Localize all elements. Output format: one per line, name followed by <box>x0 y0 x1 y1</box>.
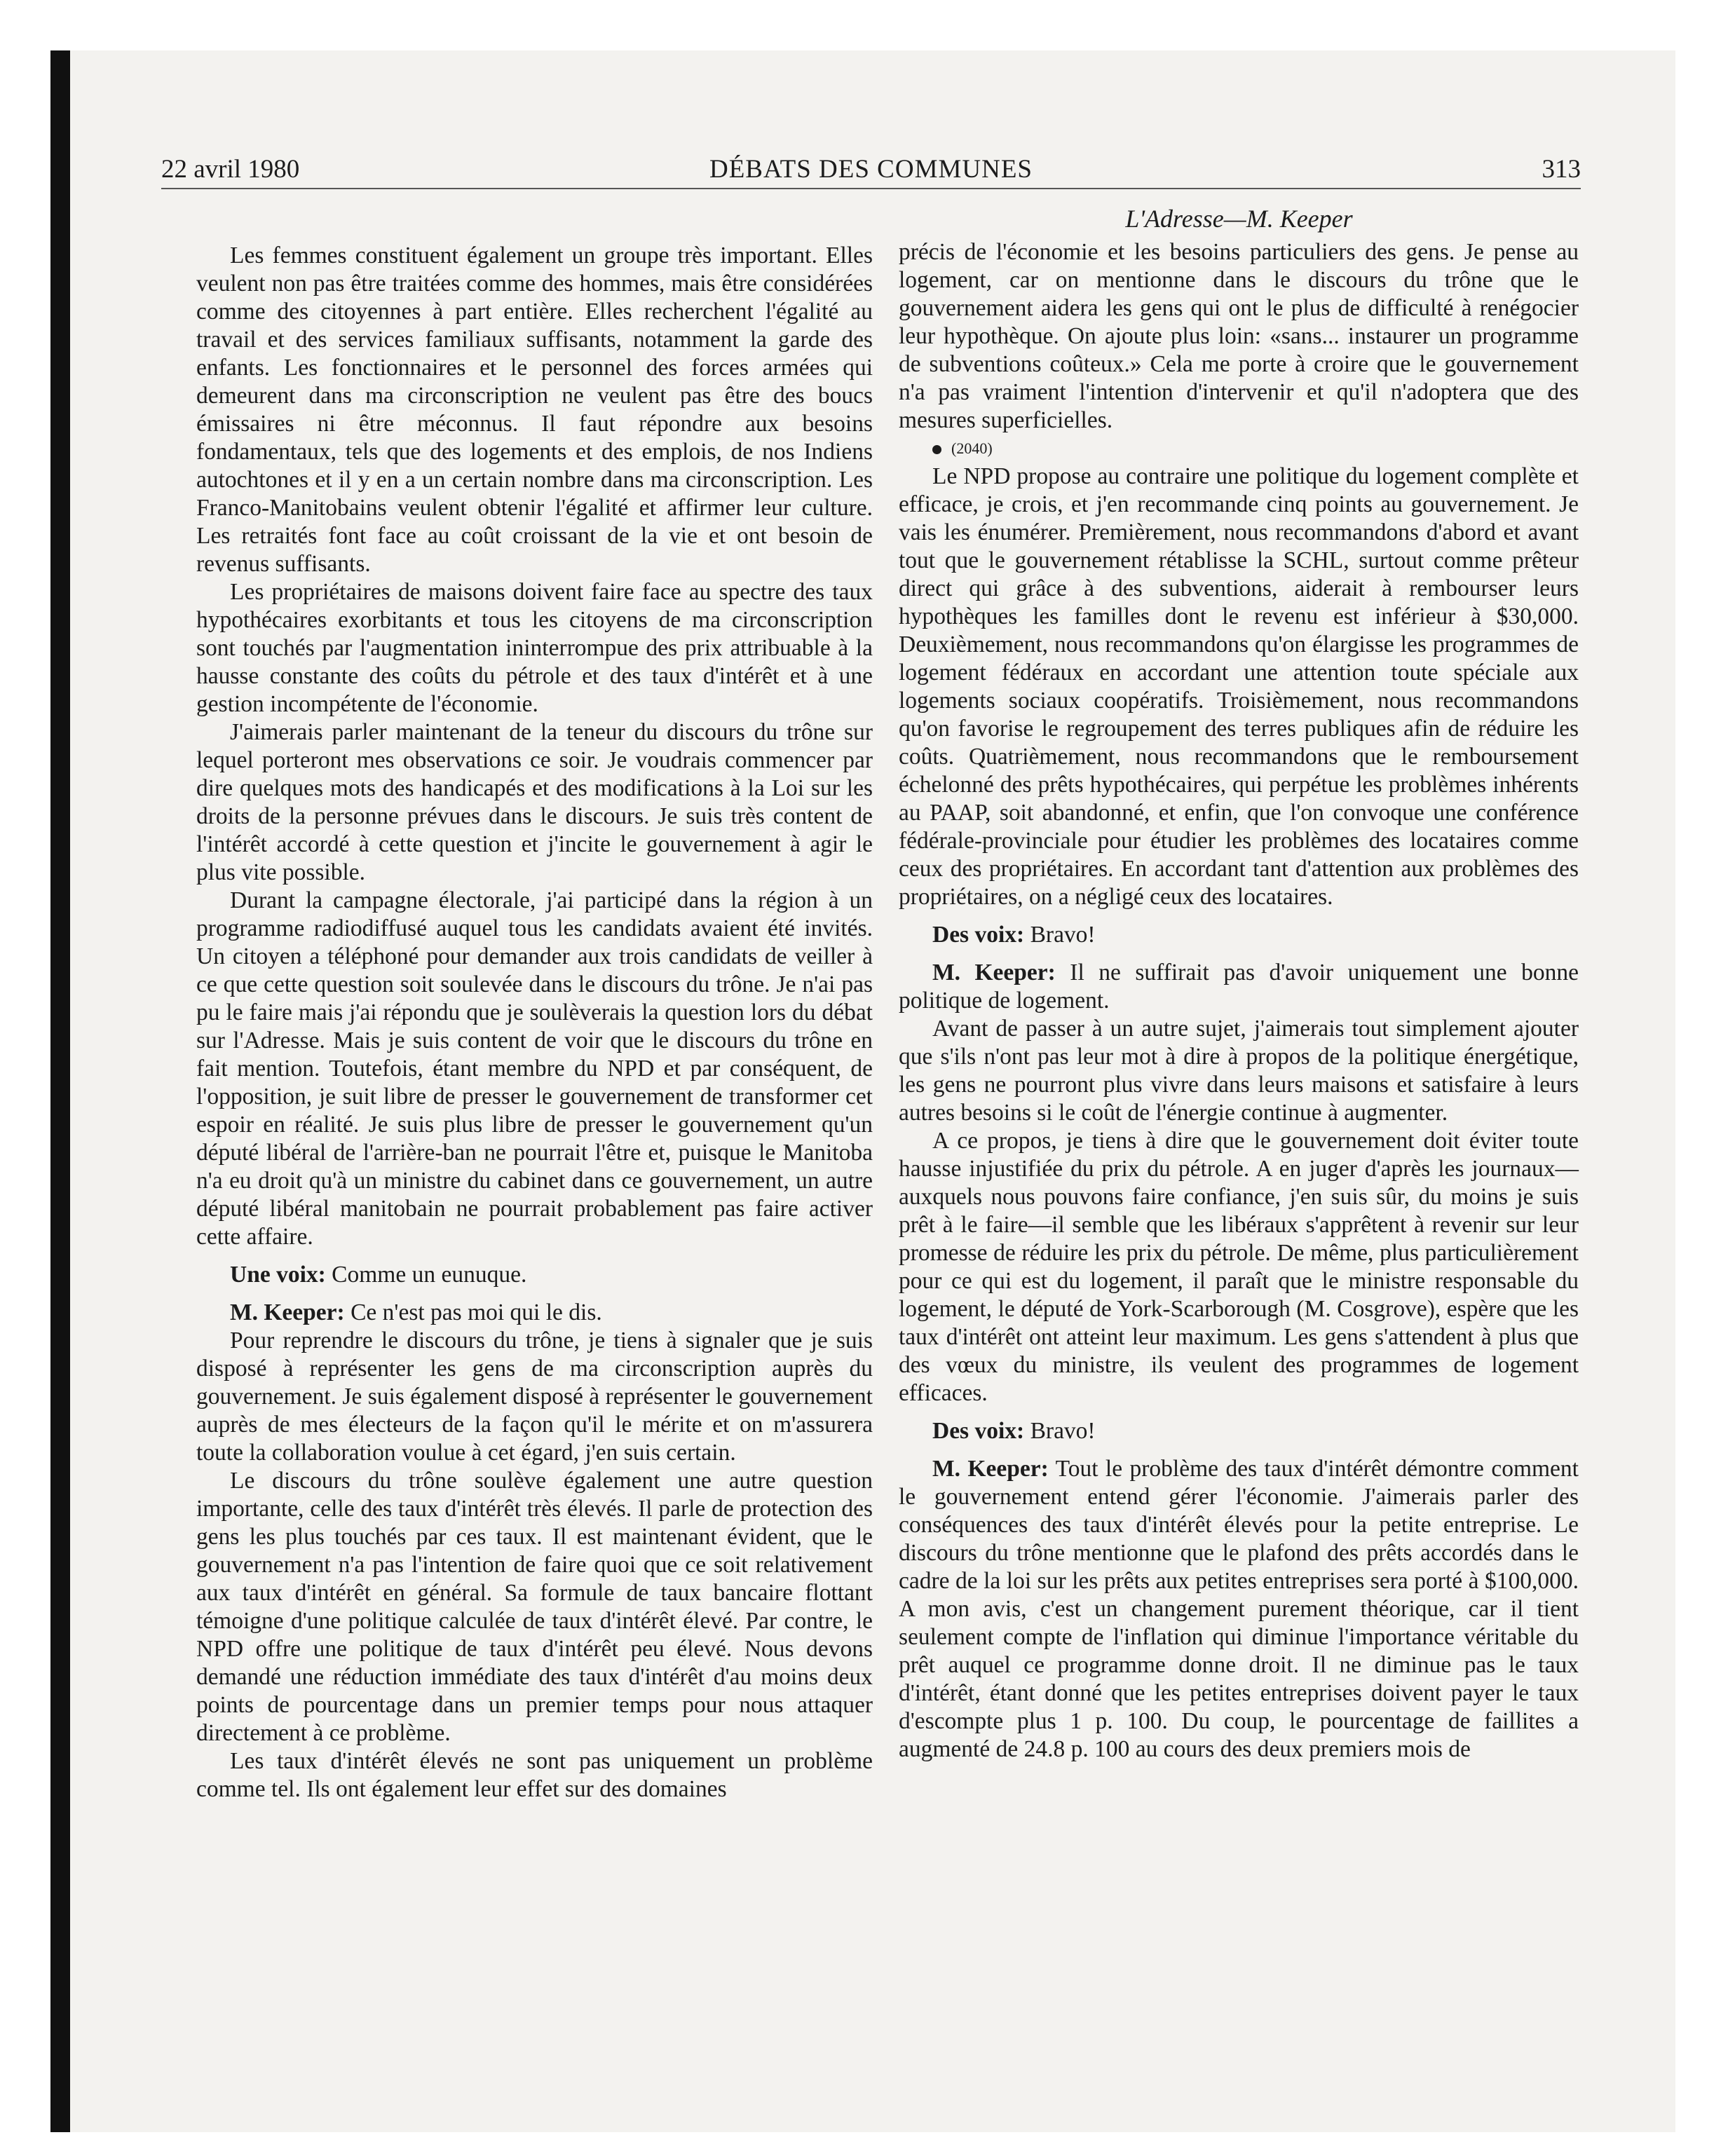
paragraph: Les propriétaires de maisons doivent faire face au spectre des taux hypothécaires exorbitants et tous les citoyens de ma circonscription sont touchés par l'augmentation ininterrompue des prix attribuable à la hausse constante des coûts du pétrole et des taux d'intérêt et à une gestion incompétente de l'économie. <box>196 579 873 717</box>
speech <box>899 959 1579 1015</box>
speaker-name: M. Keeper: <box>230 1299 345 1325</box>
speech <box>196 1261 873 1289</box>
speech <box>899 921 1579 949</box>
paragraph: Pour reprendre le discours du trône, je tiens à signaler que je suis disposé à représenter les gens de ma circonscription auprès du gouvernement. Je suis également disposé à représenter le gouvernement auprès de mes électeurs de la façon qu'il le mérite et on m'assurera toute la collaboration voulue à cet égard, j'en suis certain. <box>196 1328 873 1466</box>
speaker-name: M. Keeper: <box>932 960 1056 985</box>
speech-text: Bravo! <box>1024 1418 1096 1444</box>
right-column <box>899 238 1579 1763</box>
speaker-name: Des voix: <box>932 1418 1025 1444</box>
bullet-icon <box>932 445 941 454</box>
speech-text: Bravo! <box>1024 922 1096 948</box>
paragraph: Les femmes constituent également un groupe très important. Elles veulent non pas être traitées comme des hommes, mais être considérées comme des citoyennes à part entière. Elles recherchent l'égalité au travail et des services familiaux suffisants, notamment la garde des enfants. Les fonctionnaires et le personnel des forces armées qui demeurent dans ma circonscription ne veulent pas être des boucs émissaires ni être méconnus. Il faut répondre aux besoins fondamentaux, tels que des logements et des emplois, de nos Indiens autochtones et il y en a un certain nombre dans ma circonscription. Les Franco-Manitobains veulent obtenir l'égalité et affirmer leur culture. Les retraités font face au coût croissant de la vie et ont besoin de revenus suffisants. <box>196 243 873 577</box>
speech <box>899 1455 1579 1763</box>
header-date: 22 avril 1980 <box>161 155 300 184</box>
paragraph: Les taux d'intérêt élevés ne sont pas uniquement un problème comme tel. Ils ont également leur effet sur des domaines <box>196 1748 873 1802</box>
speech-text: Ce n'est pas moi qui le dis. <box>344 1299 602 1325</box>
paragraph: A ce propos, je tiens à dire que le gouvernement doit éviter toute hausse injustifiée du prix du pétrole. A en juger d'après les journaux—auxquels nous pouvons faire confiance, j'en suis sûr, du moins je suis prêt à le faire—il semble que les libéraux s'apprêtent à revenir sur leur promesse de réduire les prix du pétrole. De même, plus particulièrement pour ce qui est du logement, il paraît que le ministre responsable du logement, le député de York-Scarborough (M. Cosgrove), espère que les taux d'intérêt ont atteint leur maximum. Les gens s'attendent à plus que des vœux du ministre, ils veulent des programmes de logement efficaces. <box>899 1128 1579 1406</box>
paragraph: Avant de passer à un autre sujet, j'aimerais tout simplement ajouter que s'ils n'ont pas leur mot à dire à propos de la politique énergétique, les gens ne pourront plus vivre dans leurs maisons et satisfaire à leurs autres besoins si le coût de l'énergie continue à augmenter. <box>899 1016 1579 1126</box>
paragraph: Le discours du trône soulève également une autre question importante, celle des taux d'intérêt très élevés. Il parle de protection des gens les plus touchés par ces taux. Il est maintenant évident, que le gouvernement n'a pas l'intention de faire quoi que ce soit relativement aux taux d'intérêt en général. Sa formule de taux bancaire flottant témoigne d'une politique calculée de taux d'intérêt élevé. Par contre, le NPD offre une politique de taux d'intérêt peu élevé. Nous devons demandé une réduction immédiate des taux d'intérêt d'au moins deux points de pourcentage dans un premier temps pour nous attaquer directement à ce problème. <box>196 1468 873 1746</box>
speech-text: Tout le problème des taux d'intérêt démontre comment le gouvernement entend gérer l'économie. J'aimerais parler des conséquences des taux d'intérêt élevés pour la petite entreprise. Le discours du trône mentionne que le plafond des prêts accordés dans le cadre de la loi sur les prêts aux petites entreprises sera porté à $100,000. A mon avis, c'est un changement purement théorique, car il tient seulement compte de l'inflation qui diminue l'importance véritable du prêt auquel ce programme donne droit. Il ne diminue pas le taux d'intérêt, étant donné que les petites entreprises doivent payer le taux d'escompte plus 1 p. 100. Du coup, le pourcentage de faillites a augmenté de 24.8 p. 100 au cours des deux premiers mois de <box>899 1456 1579 1762</box>
timestamp <box>899 435 1579 463</box>
speech-text: Comme un eunuque. <box>325 1262 527 1288</box>
left-column <box>196 242 873 1803</box>
speaker-name: M. Keeper: <box>932 1456 1049 1482</box>
paragraph: J'aimerais parler maintenant de la teneur du discours du trône sur lequel porteront mes observations ce soir. Je voudrais commencer par dire quelques mots des handicapés et des modifications à la Loi sur les droits de la personne prévues dans le discours. Je suis très content de l'intérêt accordé à cette question et j'incite le gouvernement à agir le plus vite possible. <box>196 719 873 885</box>
page-number: 313 <box>1542 155 1581 184</box>
paragraph: Le NPD propose au contraire une politique du logement complète et efficace, je crois, et j'en recommande cinq points au gouvernement. Je vais les énumérer. Premièrement, nous recommandons d'abord et avant tout que le gouvernement rétablisse la SCHL, surtout comme prêteur direct qui grâce à des subventions, aiderait à rembourser leurs hypothèques les familles dont le revenu est inférieur à $30,000. Deuxièmement, nous recommandons qu'on élargisse les programmes de logement fédéraux en accordant une attention toute spéciale aux logements sociaux coopératifs. Troisièmement, nous recommandons qu'on favorise le regroupement des terres publiques afin de réduire les coûts. Quatrièmement, nous recommandons que le remboursement échelonné des prêts hypothécaires, qui perpétue les problèmes inhérents au PAAP, soit abandonné, et enfin, que l'on convoque une conférence fédérale-provinciale pour étudier les problèmes des locataires comme ceux des propriétaires. En accordant tant d'attention aux problèmes des propriétaires, on a négligé ceux des locataires. <box>899 463 1579 910</box>
speech-text: Il ne suffirait pas d'avoir uniquement une bonne politique de logement. <box>899 960 1579 1014</box>
speech <box>899 1417 1579 1445</box>
page-header <box>161 151 1581 189</box>
speaker-name: Une voix: <box>230 1262 326 1288</box>
speech <box>196 1299 873 1327</box>
paragraph: Durant la campagne électorale, j'ai participé dans la région à un programme radiodiffusé auquel tous les candidats avaient été invités. Un citoyen a téléphoné pour demander aux trois candidats de veiller à ce que cette question soit soulevée dans le discours du trône. Je n'ai pas pu le faire mais j'ai répondu que je soulèverais la question lors du débat sur l'Adresse. Mais je suis content de voir que le discours du trône en fait mention. Toutefois, étant membre du NPD et par conséquent, de l'opposition, je suit libre de presser le gouvernement de transformer cet espoir en réalité. Je suis plus libre de presser le gouvernement qu'un député libéral de l'arrière-ban ne pourrait l'être et, puisque le Manitoba n'a eu droit qu'à un ministre du cabinet dans ce gouvernement, un autre député libéral manitobain ne pourrait probablement pas faire activer cette affaire. <box>196 887 873 1250</box>
header-title: DÉBATS DES COMMUNES <box>709 155 1033 184</box>
paragraph: précis de l'économie et les besoins particuliers des gens. Je pense au logement, car on mentionne dans le discours du trône que le gouvernement aidera les gens qui ont le plus de difficulté à renégocier leur hypothèque. On ajoute plus loin: «sans... instaurer un programme de subventions coûteux.» Cela me porte à croire que le gouvernement n'a pas vraiment l'intention d'intervenir et qu'il n'adoptera que des mesures superficielles. <box>899 239 1579 433</box>
speaker-name: Des voix: <box>932 922 1025 948</box>
running-head: L'Adresse—M. Keeper <box>1125 205 1353 233</box>
timestamp-text: (2040) <box>951 439 993 457</box>
scan-edge <box>50 50 70 2132</box>
